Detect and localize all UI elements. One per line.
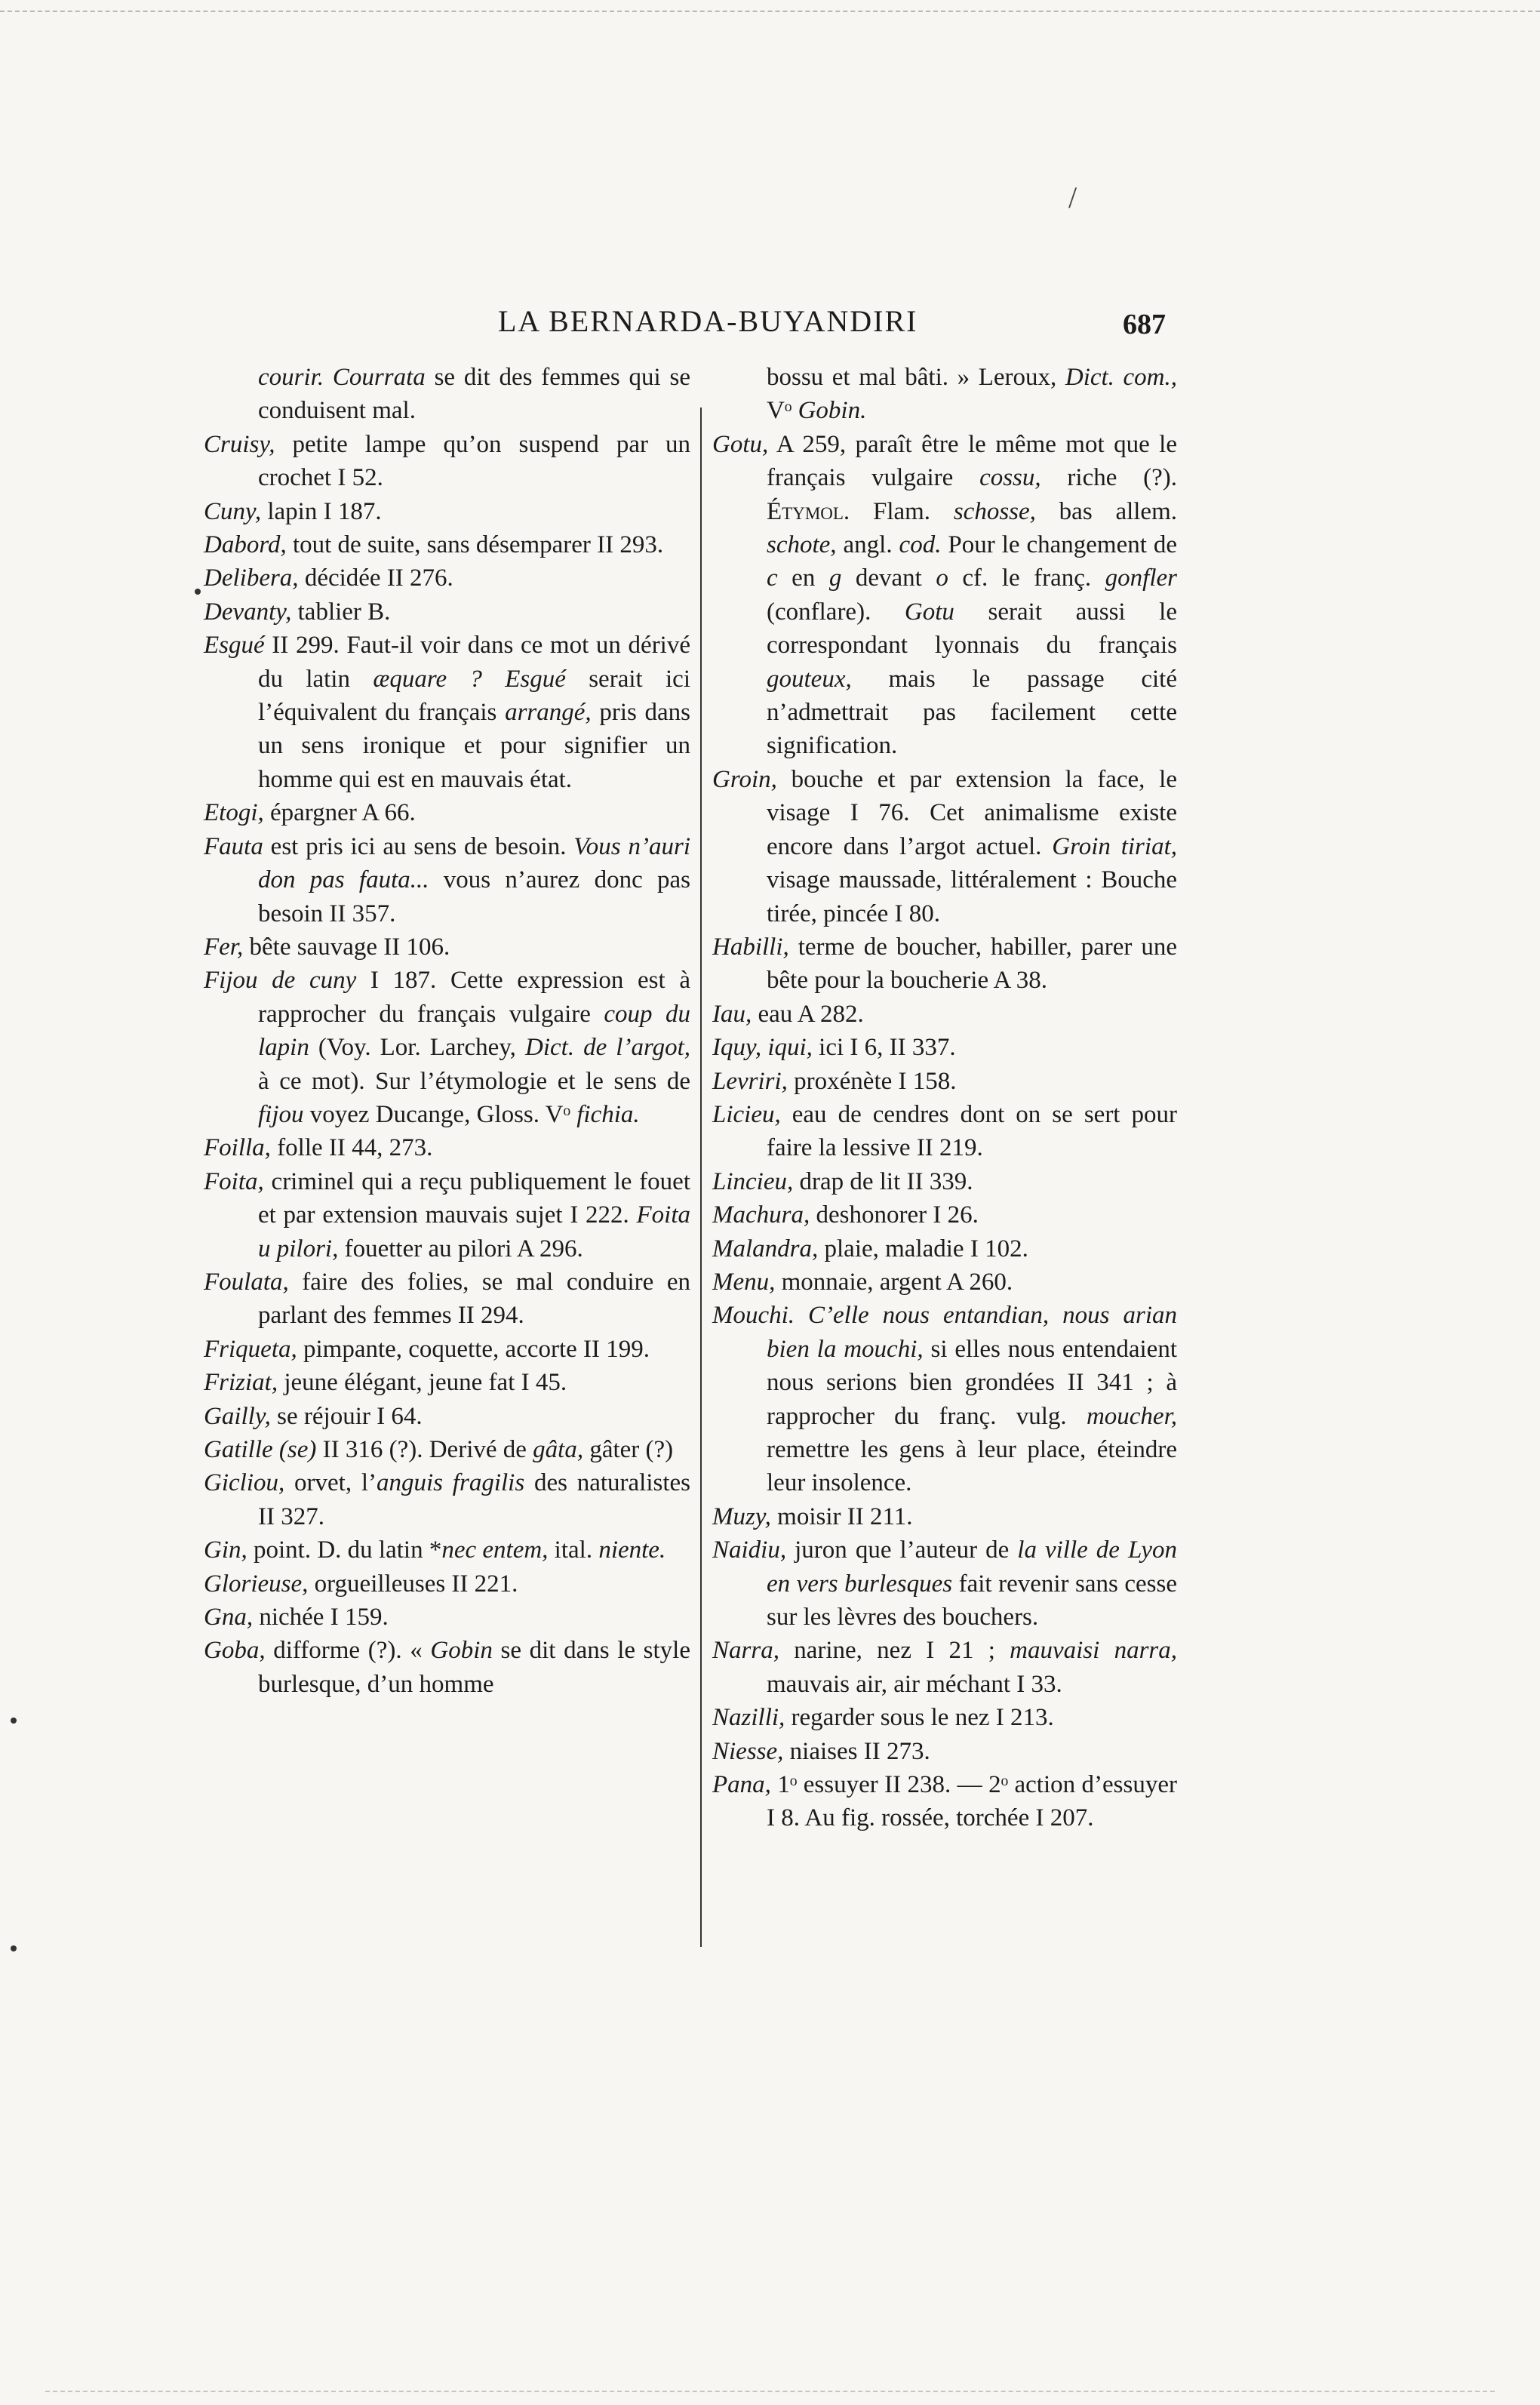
entry-text: anguis fragilis: [377, 1469, 525, 1497]
entry-text: deshonorer I 26.: [810, 1201, 979, 1229]
entry-text: gouteux,: [767, 665, 852, 693]
entry-text: nec entem,: [441, 1536, 549, 1564]
entry-text: voyez Ducange, Gloss. Vᵒ: [303, 1100, 577, 1128]
entry-text: cossu,: [979, 464, 1041, 492]
entry-text: gonfler: [1105, 564, 1177, 592]
entry-text: regarder sous le nez I 213.: [785, 1704, 1054, 1732]
right-column: [712, 361, 1177, 1835]
running-head: LA BERNARDA-BUYANDIRI: [498, 304, 918, 338]
entry-text: niente.: [598, 1536, 666, 1564]
page-number: 687: [1123, 309, 1166, 340]
glossary-entry: [712, 1735, 1177, 1768]
entry-text: fichia.: [576, 1100, 640, 1128]
glossary-entry: [712, 1533, 1177, 1634]
entry-text: moucher,: [1086, 1402, 1177, 1430]
entry-text: plaie, maladie I 102.: [818, 1235, 1028, 1262]
entry-text: angl.: [836, 531, 899, 559]
glossary-entry: [204, 1433, 690, 1466]
glossary-entry: [712, 1098, 1177, 1165]
glossary-entry: [712, 1065, 1177, 1098]
entry-text: serait aussi le correspondant lyonnais du français: [767, 598, 1177, 660]
entry-text: proxénète I 158.: [787, 1067, 957, 1095]
entry-text: arrangé,: [505, 699, 592, 727]
glossary-entry: [204, 1601, 690, 1634]
entry-headword: Delibera,: [204, 564, 299, 592]
entry-text: orvet, l’: [284, 1469, 377, 1497]
entry-text: pimpante, coquette, accorte II 199.: [297, 1335, 650, 1363]
entry-text: épargner A 66.: [263, 799, 416, 827]
entry-headword: Foulata,: [204, 1268, 289, 1296]
glossary-entry: [204, 1400, 690, 1433]
bottom-dashed-rule: [45, 2391, 1495, 2392]
entry-headword: Foilla,: [204, 1134, 271, 1162]
glossary-entry: [204, 930, 690, 964]
glossary-entry: [204, 1634, 690, 1701]
entry-text: si elles nous entendaient nous serions bien grondées II 341 ; à rapprocher du franç. vulg.: [767, 1335, 1178, 1430]
entry-text: décidée II 276.: [298, 564, 453, 592]
entry-headword: Nazilli,: [712, 1704, 785, 1732]
glossary-entry: [712, 1232, 1177, 1266]
glossary-entry: [204, 561, 690, 595]
entry-text: (Voy. Lor. Larchey,: [309, 1034, 525, 1062]
entry-headword: Iau,: [712, 1000, 752, 1028]
entry-text: orgueilleuses II 221.: [308, 1570, 518, 1598]
entry-text: Gobin: [430, 1637, 493, 1665]
entry-headword: Menu,: [712, 1268, 776, 1296]
entry-text: pris dans un sens ironique et pour signifier un homme qui est en mauvais état.: [258, 699, 690, 793]
glossary-entry: [712, 1165, 1177, 1198]
glossary-entry: [712, 1701, 1177, 1734]
entry-text: Gotu: [904, 598, 954, 626]
entry-text: Étymol.: [767, 497, 850, 525]
glossary-entry: [712, 1266, 1177, 1299]
entry-headword: Cuny,: [204, 497, 262, 525]
margin-dot: [195, 589, 201, 595]
entry-headword: Iquy, iqui,: [712, 1034, 813, 1062]
entry-headword: Esgué: [204, 632, 265, 660]
entry-text: petite lampe qu’on suspend par un crochet I 52.: [258, 430, 690, 492]
entry-text: bas allem.: [1035, 497, 1177, 525]
glossary-entry: [204, 1366, 690, 1399]
entry-text: lapin I 187.: [261, 497, 382, 525]
entry-headword: Fauta: [204, 832, 263, 860]
entry-text: criminel qui a reçu publiquement le fouet et par extension mauvais sujet I 222.: [258, 1167, 690, 1229]
entry-headword: Fer,: [204, 933, 244, 961]
entry-text: schosse,: [953, 497, 1036, 525]
entry-text: II 316 (?). Derivé de: [316, 1436, 533, 1463]
entry-text: Dict. de l’argot,: [525, 1034, 691, 1062]
entry-text: gâta,: [533, 1436, 584, 1463]
entry-headword: Foita,: [204, 1167, 264, 1195]
entry-headword: Gotu,: [712, 430, 769, 458]
entry-headword: Gatille (se): [204, 1436, 317, 1463]
glossary-entry: [712, 1031, 1177, 1064]
margin-dot: [11, 1718, 17, 1724]
entry-text: à ce mot). Sur l’étymologie et le sens de: [258, 1067, 690, 1095]
entry-headword: Gailly,: [204, 1402, 271, 1430]
glossary-entry: [712, 763, 1177, 930]
entry-text: A 259, paraît être le même mot que le français vulgaire: [767, 430, 1177, 492]
entry-headword: Groin,: [712, 765, 777, 793]
entry-text: 1ᵒ essuyer II 238. — 2ᵒ action d’essuyer I 8. Au fig. rossée, torchée I 207.: [767, 1771, 1177, 1832]
entry-text: coup du lapin: [258, 1000, 690, 1062]
entry-text: Foita u pilori,: [258, 1201, 690, 1262]
margin-dot: [11, 1945, 17, 1951]
entry-text: visage maussade, littéralement : Bouche tirée, pincée I 80.: [767, 866, 1177, 927]
entry-text: (conflare).: [767, 598, 905, 626]
entry-headword: Lincieu,: [712, 1167, 794, 1195]
entry-text: Gobin.: [798, 397, 867, 425]
entry-text: cf. le franç.: [948, 564, 1105, 592]
entry-text: se réjouir I 64.: [270, 1402, 423, 1430]
entry-text: eau de cendres dont on se sert pour faire la lessive II 219.: [767, 1100, 1177, 1162]
entry-text: tablier B.: [291, 598, 391, 626]
entry-text: moisir II 211.: [770, 1502, 913, 1530]
entry-text: I 187. Cette expression est à rapprocher du français vulgaire: [258, 967, 690, 1028]
glossary-entry: [204, 495, 690, 528]
entry-text: gâter (?): [583, 1436, 674, 1463]
entry-text: c: [767, 564, 778, 592]
entry-headword: Naidiu,: [712, 1536, 787, 1564]
entry-text: fijou: [258, 1100, 304, 1128]
glossary-entry: [712, 1634, 1177, 1701]
entry-text: Vᵒ: [767, 397, 798, 425]
entry-headword: Devanty,: [204, 598, 292, 626]
entry-headword: Narra,: [712, 1637, 779, 1665]
entry-text: narine, nez I 21 ;: [779, 1637, 1010, 1665]
entry-headword: Glorieuse,: [204, 1570, 309, 1598]
entry-text: des naturalistes II 327.: [258, 1469, 691, 1530]
entry-text: point. D. du latin *: [247, 1536, 442, 1564]
glossary-entry: [204, 629, 690, 796]
entry-text: difforme (?). «: [265, 1637, 431, 1665]
entry-text: en: [777, 564, 829, 592]
glossary-entry: [204, 796, 690, 829]
entry-text: Flam.: [850, 497, 954, 525]
entry-text: bouche et par extension la face, le visage I 76. Cet animalisme existe encore dans l’argot actuel.: [767, 765, 1177, 860]
entry-headword: Gin,: [204, 1536, 247, 1564]
entry-text: g: [828, 564, 842, 592]
entry-text: vous n’aurez donc pas besoin II 357.: [258, 866, 690, 927]
entry-text: nichée I 159.: [253, 1604, 389, 1632]
entry-text: fouetter au pilori A 296.: [338, 1235, 583, 1262]
entry-headword: Levriri,: [712, 1067, 788, 1095]
entry-text: monnaie, argent A 260.: [775, 1268, 1013, 1296]
glossary-entry: [204, 428, 690, 495]
entry-text: cod.: [899, 531, 942, 559]
entry-headword: Malandra,: [712, 1235, 819, 1262]
entry-headword: Niesse,: [712, 1737, 784, 1765]
glossary-entry: [204, 1466, 690, 1533]
glossary-entry: [204, 964, 690, 1131]
entry-text: ici I 6, II 337.: [812, 1034, 956, 1062]
entry-text: Groin tiriat,: [1052, 832, 1177, 860]
glossary-entry: [204, 528, 690, 561]
entry-text: courir. Courrata: [258, 364, 426, 391]
glossary-entry: [712, 1768, 1177, 1835]
glossary-entry: [204, 1333, 690, 1366]
entry-headword: Goba,: [204, 1637, 266, 1665]
glossary-entry: [204, 1266, 690, 1333]
entry-text: la ville de Lyon en vers burlesques: [767, 1536, 1177, 1598]
entry-text: Dict. com.,: [1065, 364, 1178, 391]
entry-text: folle II 44, 273.: [270, 1134, 433, 1162]
entry-text: bossu et mal bâti. » Leroux,: [767, 364, 1065, 391]
entry-text: se dit des femmes qui se conduisent mal.: [258, 364, 690, 425]
entry-text: devant: [841, 564, 936, 592]
entry-text: eau A 282.: [752, 1000, 864, 1028]
entry-text: Pour le changement de: [941, 531, 1177, 559]
glossary-entry: [204, 595, 690, 629]
entry-text: est pris ici au sens de besoin.: [263, 832, 574, 860]
left-column: [204, 361, 690, 1701]
glossary-entry: [712, 998, 1177, 1031]
top-dashed-rule: [0, 11, 1540, 12]
entry-headword: Dabord,: [204, 531, 287, 559]
entry-text: o: [936, 564, 948, 592]
entry-text: jeune élégant, jeune fat I 45.: [278, 1369, 567, 1397]
continued-entry: [204, 361, 690, 428]
glossary-entry: [712, 1198, 1177, 1232]
entry-text: mauvais air, air méchant I 33.: [767, 1670, 1062, 1698]
entry-headword: Mouchi. C’elle nous entandian, nous arian bien la mouchi,: [712, 1302, 1177, 1363]
entry-headword: Etogi,: [204, 799, 264, 827]
entry-headword: Licieu,: [712, 1100, 781, 1128]
entry-text: tout de suite, sans désemparer II 293.: [286, 531, 664, 559]
entry-text: serait ici l’équivalent du français: [258, 665, 690, 727]
glossary-entry: [712, 428, 1177, 763]
glossary-entry: [712, 1299, 1177, 1499]
entry-text: remettre les gens à leur place, éteindre leur insolence.: [767, 1436, 1177, 1497]
entry-text: juron que l’auteur de: [786, 1536, 1018, 1564]
glossary-entry: [204, 1567, 690, 1601]
entry-text: mauvaisi narra,: [1010, 1637, 1178, 1665]
entry-headword: Habilli,: [712, 933, 789, 961]
entry-text: drap de lit II 339.: [793, 1167, 973, 1195]
entry-text: II 299. Faut-il voir dans ce mot un dérivé du latin: [258, 632, 690, 693]
entry-headword: Machura,: [712, 1201, 810, 1229]
entry-text: ital.: [548, 1536, 599, 1564]
entry-text: faire des folies, se mal conduire en parlant des femmes II 294.: [258, 1268, 690, 1330]
entry-text: terme de boucher, habiller, parer une bête pour la boucherie A 38.: [767, 933, 1177, 995]
entry-text: mais le passage cité n’admettrait pas facilement cette signification.: [767, 665, 1177, 760]
entry-text: bête sauvage II 106.: [243, 933, 450, 961]
glossary-entry: [712, 930, 1177, 998]
continued-entry: [712, 361, 1177, 428]
entry-text: schote,: [767, 531, 837, 559]
glossary-entry: [204, 1165, 690, 1266]
entry-text: Vous n’auri don pas fauta...: [258, 832, 690, 894]
entry-headword: Cruisy,: [204, 430, 275, 458]
entry-text: niaises II 273.: [783, 1737, 930, 1765]
entry-headword: Pana,: [712, 1771, 771, 1799]
glossary-entry: [712, 1500, 1177, 1533]
entry-headword: Gna,: [204, 1604, 254, 1632]
entry-text: se dit dans le style burlesque, d’un homme: [258, 1637, 690, 1698]
entry-text: fait revenir sans cesse sur les lèvres des bouchers.: [767, 1570, 1177, 1632]
entry-headword: Friziat,: [204, 1369, 278, 1397]
stray-mark: /: [1068, 180, 1077, 214]
glossary-entry: [204, 1131, 690, 1164]
glossary-entry: [204, 1533, 690, 1567]
entry-text: æquare ? Esgué: [373, 665, 566, 693]
column-divider: [700, 407, 702, 1947]
entry-headword: Muzy,: [712, 1502, 771, 1530]
glossary-entry: [204, 830, 690, 930]
entry-headword: Gicliou,: [204, 1469, 285, 1497]
entry-headword: Fijou de cuny: [204, 967, 357, 995]
entry-text: riche (?).: [1040, 464, 1177, 492]
entry-headword: Friqueta,: [204, 1335, 297, 1363]
